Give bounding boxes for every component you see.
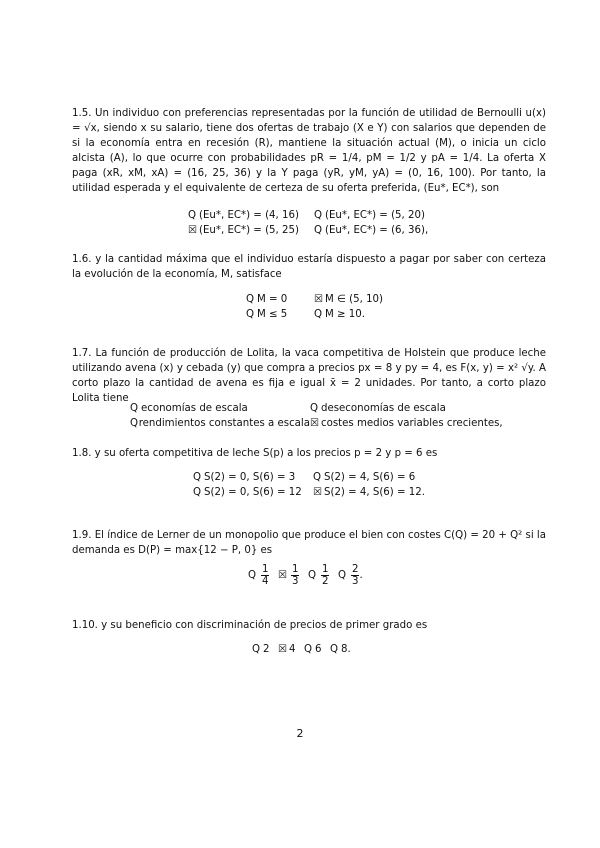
option-mark: Q: [193, 487, 202, 498]
question-1-7-options: [130, 401, 503, 431]
option-1-10-d[interactable]: [330, 642, 351, 657]
option-1-10-b[interactable]: [278, 642, 304, 657]
option-1-10-c[interactable]: [304, 642, 330, 657]
option-1-7-b[interactable]: [310, 401, 446, 416]
option-mark: Q: [252, 644, 261, 655]
question-1-9-text: 1.9. El índice de Lerner de un monopolio que produce el bien con costes C(Q) = 20 + Q² si la demanda es D(P) = max{12 − P, 0} es: [72, 530, 546, 556]
option-1-9-d[interactable]: [338, 564, 363, 587]
fraction: [291, 564, 299, 587]
option-mark: Q: [188, 210, 197, 221]
numerator: 1: [322, 564, 329, 575]
option-1-5-b[interactable]: [314, 208, 425, 223]
option-mark: Q: [248, 570, 257, 581]
question-1-10-options: [252, 642, 351, 657]
option-mark: ☒: [278, 570, 288, 581]
question-1-8: [72, 446, 546, 461]
option-1-6-a[interactable]: [246, 292, 314, 307]
option-mark: Q: [130, 418, 139, 429]
option-mark: ☒: [188, 225, 198, 236]
option-1-9-b[interactable]: [278, 564, 308, 587]
option-1-5-d[interactable]: [314, 223, 428, 238]
option-mark: Q: [313, 472, 322, 483]
option-mark: Q: [314, 309, 323, 320]
question-1-5: [72, 106, 546, 196]
option-1-8-b[interactable]: [313, 470, 415, 485]
option-text: M ≥ 10.: [325, 309, 366, 320]
option-text: costes medios variables crecientes,: [321, 418, 503, 429]
option-text: M ≤ 5: [257, 309, 288, 320]
option-text: (Eu*, EC*) = (5, 25): [199, 225, 299, 236]
option-text: economías de escala: [141, 403, 248, 414]
fraction: [261, 564, 269, 587]
question-1-6-options: [246, 292, 383, 322]
option-mark: Q: [330, 644, 339, 655]
option-text: (Eu*, EC*) = (6, 36),: [325, 225, 429, 236]
option-1-5-c[interactable]: [188, 223, 314, 238]
option-1-5-a[interactable]: [188, 208, 314, 223]
option-mark: Q: [314, 225, 323, 236]
option-text: S(2) = 0, S(6) = 3: [204, 472, 296, 483]
option-mark: Q: [130, 403, 139, 414]
option-mark: Q: [304, 644, 313, 655]
option-mark: Q: [310, 403, 319, 414]
option-1-9-a[interactable]: [248, 564, 278, 587]
question-1-10: [72, 618, 546, 633]
option-text: 8.: [341, 644, 351, 655]
option-mark: Q: [246, 309, 255, 320]
option-1-9-c[interactable]: [308, 564, 338, 587]
fraction: [351, 564, 359, 587]
question-1-7: [72, 346, 546, 406]
denominator: 3: [352, 576, 359, 587]
question-1-5-options: [188, 208, 428, 238]
question-1-8-options: [193, 470, 425, 500]
option-text: rendimientos constantes a escala: [138, 418, 310, 429]
option-text: S(2) = 0, S(6) = 12: [204, 487, 302, 498]
option-text: (Eu*, EC*) = (5, 20): [325, 210, 425, 221]
option-mark: ☒: [278, 644, 288, 655]
option-1-6-d[interactable]: [314, 307, 365, 322]
page-number: 2: [296, 727, 304, 740]
option-1-8-c[interactable]: [193, 485, 313, 500]
numerator: 1: [292, 564, 299, 575]
question-1-6: [72, 252, 546, 282]
option-1-7-a[interactable]: [130, 401, 310, 416]
option-text: 6: [315, 644, 322, 655]
question-1-9-options: [248, 564, 363, 587]
question-1-6-text: 1.6. y la cantidad máxima que el individuo estaría dispuesto a pagar por saber con certeza la evolución de la economía, M, satisface: [72, 254, 546, 280]
option-text: S(2) = 4, S(6) = 6: [324, 472, 416, 483]
option-text: (Eu*, EC*) = (4, 16): [199, 210, 299, 221]
option-suffix: .: [359, 570, 363, 581]
option-mark: ☒: [313, 487, 323, 498]
option-1-7-d[interactable]: [310, 416, 503, 431]
fraction: [321, 564, 329, 587]
option-1-6-c[interactable]: [246, 307, 314, 322]
option-mark: ☒: [310, 418, 320, 429]
numerator: 2: [352, 564, 359, 575]
question-1-8-text: 1.8. y su oferta competitiva de leche S(p) a los precios p = 2 y p = 6 es: [72, 448, 438, 459]
question-1-7-text: 1.7. La función de producción de Lolita, la vaca competitiva de Holstein que produce leche utilizando avena (x) y cebada (y) que compra a precios px = 8 y py = 4, es F(x, y) = x² √y. A corto plazo la cantidad de avena es fija e igual x̄ = 2 unidades. Por tanto, a corto plazo Lolita tiene: [72, 348, 546, 404]
option-1-6-b[interactable]: [314, 292, 383, 307]
option-text: 2: [263, 644, 270, 655]
option-text: M = 0: [257, 294, 288, 305]
option-1-10-a[interactable]: [252, 642, 278, 657]
option-text: 4: [289, 644, 296, 655]
option-mark: Q: [246, 294, 255, 305]
option-1-8-a[interactable]: [193, 470, 313, 485]
option-mark: Q: [314, 210, 323, 221]
question-1-5-text: 1.5. Un individuo con preferencias representadas por la función de utilidad de Bernoulli u(x) = √x, siendo x su salario, tiene dos ofertas de trabajo (X e Y) con salarios que dependen de si la economía entra en recesión (R), mantiene la situación actual (M), o inicia un ciclo alcista (A), lo que ocurre con probabilidades pR = 1/4, pM = 1/2 y pA = 1/4. La oferta X paga (xR, xM, xA) = (16, 25, 36) y la Y paga (yR, yM, yA) = (0, 16, 100). Por tanto, la utilidad esperada y el equivalente de certeza de su oferta preferida, (Eu*, EC*), son: [72, 108, 546, 194]
option-text: deseconomías de escala: [321, 403, 446, 414]
option-mark: Q: [193, 472, 202, 483]
question-1-10-text: 1.10. y su beneficio con discriminación de precios de primer grado es: [72, 620, 428, 631]
denominator: 2: [322, 576, 329, 587]
option-1-8-d[interactable]: [313, 485, 425, 500]
denominator: 3: [292, 576, 299, 587]
numerator: 1: [262, 564, 269, 575]
option-mark: ☒: [314, 294, 324, 305]
option-1-7-c[interactable]: [130, 416, 310, 431]
option-text: M ∈ (5, 10): [325, 294, 384, 305]
option-text: S(2) = 4, S(6) = 12.: [324, 487, 425, 498]
option-mark: Q: [338, 570, 347, 581]
denominator: 4: [262, 576, 269, 587]
option-mark: Q: [308, 570, 317, 581]
question-1-9: [72, 528, 546, 558]
